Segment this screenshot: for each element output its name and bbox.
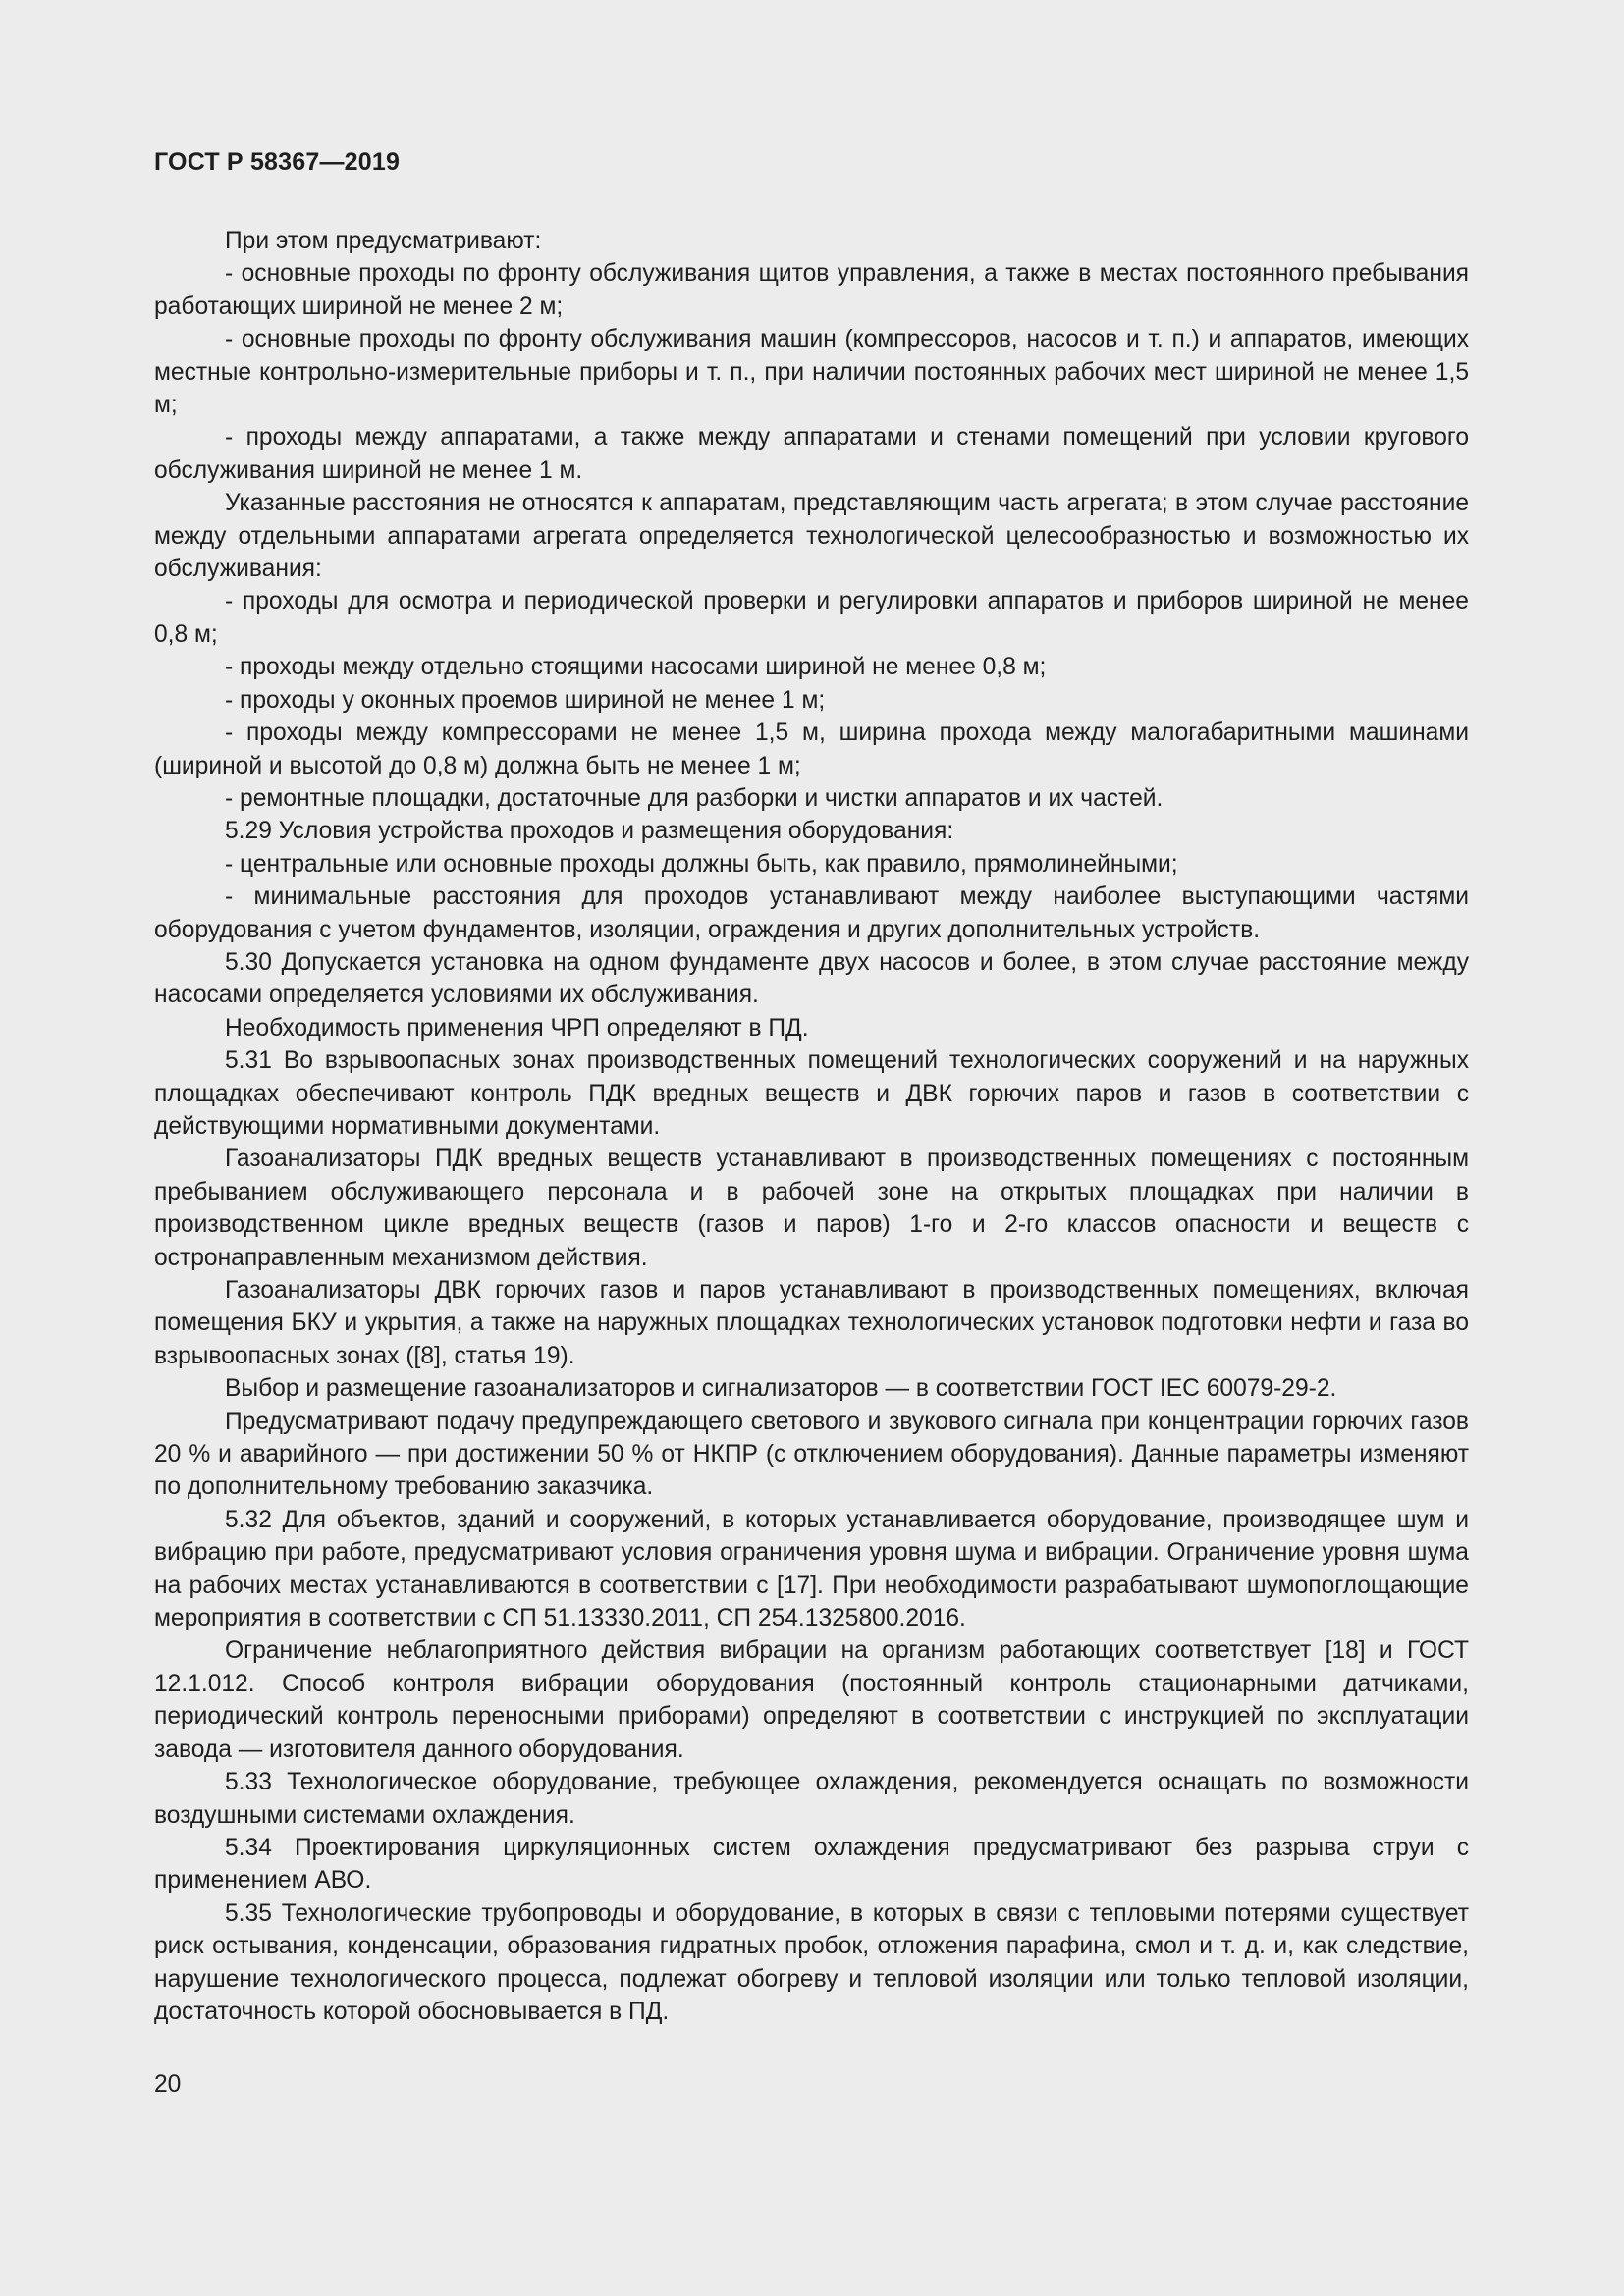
document-code-header: ГОСТ Р 58367—2019: [154, 148, 401, 176]
section-paragraph-5-34: 5.34 Проектирования циркуляционных систем охлаждения предусматривают без разрыва струи с применением АВО.: [154, 1834, 1469, 1895]
list-item: - основные проходы по фронту обслуживания машин (компрессоров, насосов и т. п.) и аппаратов, имеющих местные контрольно-измерительные приборы и т. п., при наличии постоянных рабочих мест шириной не менее 1,5 м;: [154, 326, 1469, 419]
paragraph: Газоанализаторы ДВК горючих газов и паров устанавливают в производственных помещениях, включая помещения БКУ и укрытия, а также на наружных площадках технологических установок подготовки нефти и газа во взрывоопасных зонах ([8], статья 19).: [154, 1277, 1469, 1369]
section-paragraph-5-30: 5.30 Допускается установка на одном фундаменте двух насосов и более, в этом случае расстояние между насосами определяется условиями их обслуживания.: [154, 948, 1469, 1009]
paragraph: Указанные расстояния не относятся к аппаратам, представляющим часть агрегата; в этом случае расстояние между отдельными аппаратами агрегата определяется технологической целесообразностью и возможностью их обслуживания:: [154, 490, 1469, 583]
section-paragraph-5-35: 5.35 Технологические трубопроводы и оборудование, в которых в связи с тепловыми потерями существует риск остывания, конденсации, образования гидратных пробок, отложения парафина, смол и т. д. и, как следствие, нарушение технологического процесса, подлежат обогреву и тепловой изоляции или только тепловой изоляции, достаточность которой обосновывается в ПД.: [154, 1899, 1469, 2025]
document-body: [154, 225, 1469, 2028]
list-item: - ремонтные площадки, достаточные для разборки и чистки аппаратов и их частей.: [225, 784, 1164, 812]
list-item: - проходы между аппаратами, а также между аппаратами и стенами помещений при условии кругового обслуживания шириной не менее 1 м.: [154, 424, 1469, 484]
section-paragraph-5-32: 5.32 Для объектов, зданий и сооружений, в которых устанавливается оборудование, производящее шум и вибрацию при работе, предусматривают условия ограничения уровня шума и вибрации. Ограничение уровня шума на рабочих местах устанавливаются в соответствии с [17]. При необходимости разрабатывают шумопоглощающие мероприятия в соответствии с СП 51.13330.2011, СП 254.1325800.2016.: [154, 1506, 1469, 1632]
paragraph: Выбор и размещение газоанализаторов и сигнализаторов — в соответствии ГОСТ IEC 60079-29-2.: [225, 1375, 1337, 1403]
list-item: - проходы у оконных проемов шириной не менее 1 м;: [225, 686, 826, 714]
section-paragraph-5-29: 5.29 Условия устройства проходов и размещения оборудования:: [225, 818, 954, 845]
page-number: 20: [154, 2071, 182, 2098]
section-paragraph-5-31: 5.31 Во взрывоопасных зонах производственных помещений технологических сооружений и на наружных площадках обеспечивают контроль ПДК вредных веществ и ДВК горючих паров и газов в соответствии с действующими нормативными документами.: [154, 1047, 1469, 1140]
list-item: - проходы между компрессорами не менее 1,5 м, ширина прохода между малогабаритными машинами (шириной и высотой до 0,8 м) должна быть не менее 1 м;: [154, 720, 1469, 779]
paragraph: При этом предусматривают:: [225, 228, 542, 254]
section-paragraph-5-33: 5.33 Технологическое оборудование, требующее охлаждения, рекомендуется оснащать по возможности воздушными системами охлаждения.: [154, 1769, 1469, 1829]
paragraph: Газоанализаторы ПДК вредных веществ устанавливают в производственных помещениях с постоянным пребыванием обслуживающего персонала и в рабочей зоне на открытых площадках при наличии в производственном цикле вредных веществ (газов и паров) 1-го и 2-го классов опасности и веществ с остронаправленным механизмом действия.: [154, 1146, 1469, 1271]
list-item: - основные проходы по фронту обслуживания щитов управления, а также в местах постоянного пребывания работающих шириной не менее 2 м;: [154, 260, 1469, 320]
paragraph: Предусматривают подачу предупреждающего светового и звукового сигнала при концентрации горючих газов 20 % и аварийного — при достижении 50 % от НКПР (с отключением оборудования). Данные параметры изменяют по дополнительному требованию заказчика.: [154, 1408, 1469, 1501]
paragraph: Необходимость применения ЧРП определяют в ПД.: [225, 1014, 809, 1041]
list-item: - проходы между отдельно стоящими насосами шириной не менее 0,8 м;: [225, 654, 1047, 681]
paragraph: Ограничение неблагоприятного действия вибрации на организм работающих соответствует [18] и ГОСТ 12.1.012. Способ контроля вибрации оборудования (постоянный контроль стационарными датчиками, периодический контроль переносными приборами) определяют в соответствии с инструкцией по эксплуатации завода — изготовителя данного оборудования.: [154, 1637, 1469, 1763]
list-item: - проходы для осмотра и периодической проверки и регулировки аппаратов и приборов шириной не менее 0,8 м;: [154, 588, 1469, 648]
list-item: - минимальные расстояния для проходов устанавливают между наиболее выступающими частями оборудования с учетом фундаментов, изоляции, ограждения и других дополнительных устройств.: [154, 883, 1469, 943]
list-item: - центральные или основные проходы должны быть, как правило, прямолинейными;: [225, 850, 1178, 878]
